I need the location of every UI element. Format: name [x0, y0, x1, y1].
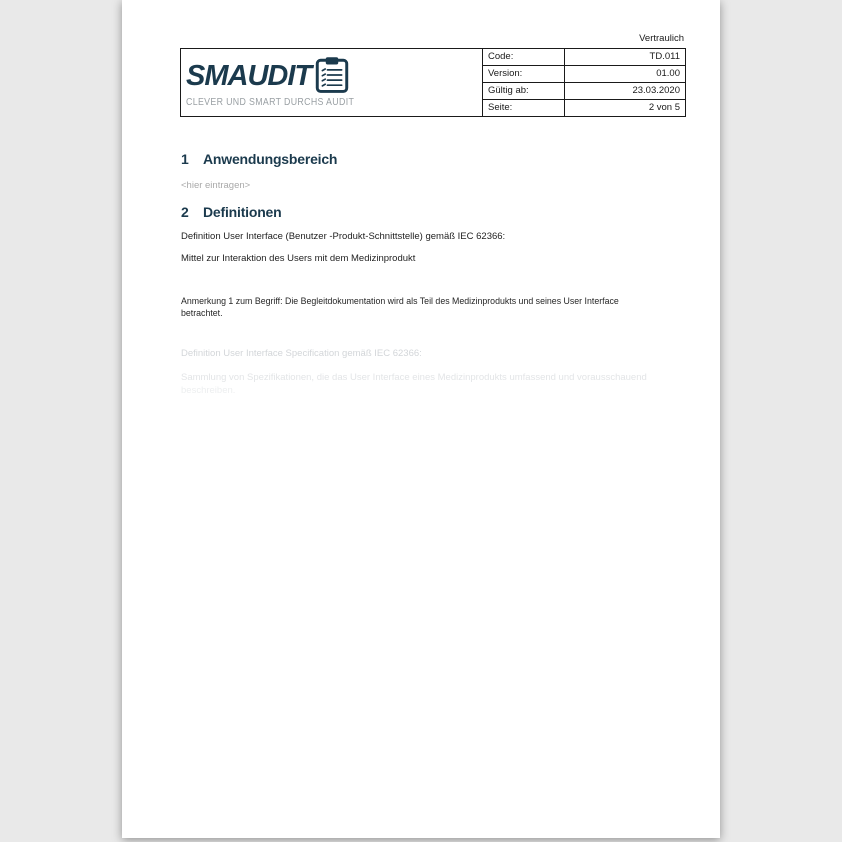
faded-definition-intro: Definition User Interface Specification gemäß IEC 62366:: [181, 348, 422, 359]
section-title: Definitionen: [203, 204, 282, 220]
meta-value: 23.03.2020: [565, 83, 686, 100]
section-heading-definitionen: [181, 204, 281, 220]
meta-label: Gültig ab:: [483, 83, 565, 100]
meta-value: 01.00: [565, 66, 686, 83]
section-title: Anwendungsbereich: [203, 151, 338, 167]
meta-value: 2 von 5: [565, 100, 686, 117]
placeholder-text: <hier eintragen>: [181, 180, 251, 191]
meta-label: Seite:: [483, 100, 565, 117]
clipboard-icon: [315, 56, 349, 94]
meta-label: Code:: [483, 49, 565, 66]
note-line: Anmerkung 1 zum Begriff: Die Begleitdokumentation wird als Teil des Medizinprodukts und seines User Interface: [181, 296, 619, 306]
meta-label: Version:: [483, 66, 565, 83]
definition-intro-paragraph: Definition User Interface (Benutzer -Produkt-Schnittstelle) gemäß IEC 62366:: [181, 231, 506, 242]
logo-brand-text: SMAUDIT: [186, 59, 312, 92]
section-number: 1: [181, 151, 189, 167]
confidential-label: Vertraulich: [639, 33, 684, 44]
logo-tagline: CLEVER UND SMART DURCHS AUDIT: [186, 95, 355, 108]
faded-line: beschreiben.: [181, 385, 236, 396]
note-paragraph: [181, 295, 619, 319]
document-page: [122, 0, 720, 838]
note-line: betrachtet.: [181, 308, 223, 318]
logo: [186, 58, 477, 94]
section-number: 2: [181, 204, 189, 220]
definition-body-paragraph: Mittel zur Interaktion des Users mit dem Medizinprodukt: [181, 253, 416, 264]
meta-value: TD.011: [565, 49, 686, 66]
faded-line: Sammlung von Spezifikationen, die das User Interface eines Medizinprodukts umfassend und vorausschauend: [181, 372, 647, 383]
logo-cell: [181, 49, 483, 117]
section-heading-anwendungsbereich: [181, 151, 337, 167]
faded-definition-body: [181, 371, 647, 397]
header-meta-table: [180, 48, 686, 117]
table-row: [181, 49, 686, 66]
